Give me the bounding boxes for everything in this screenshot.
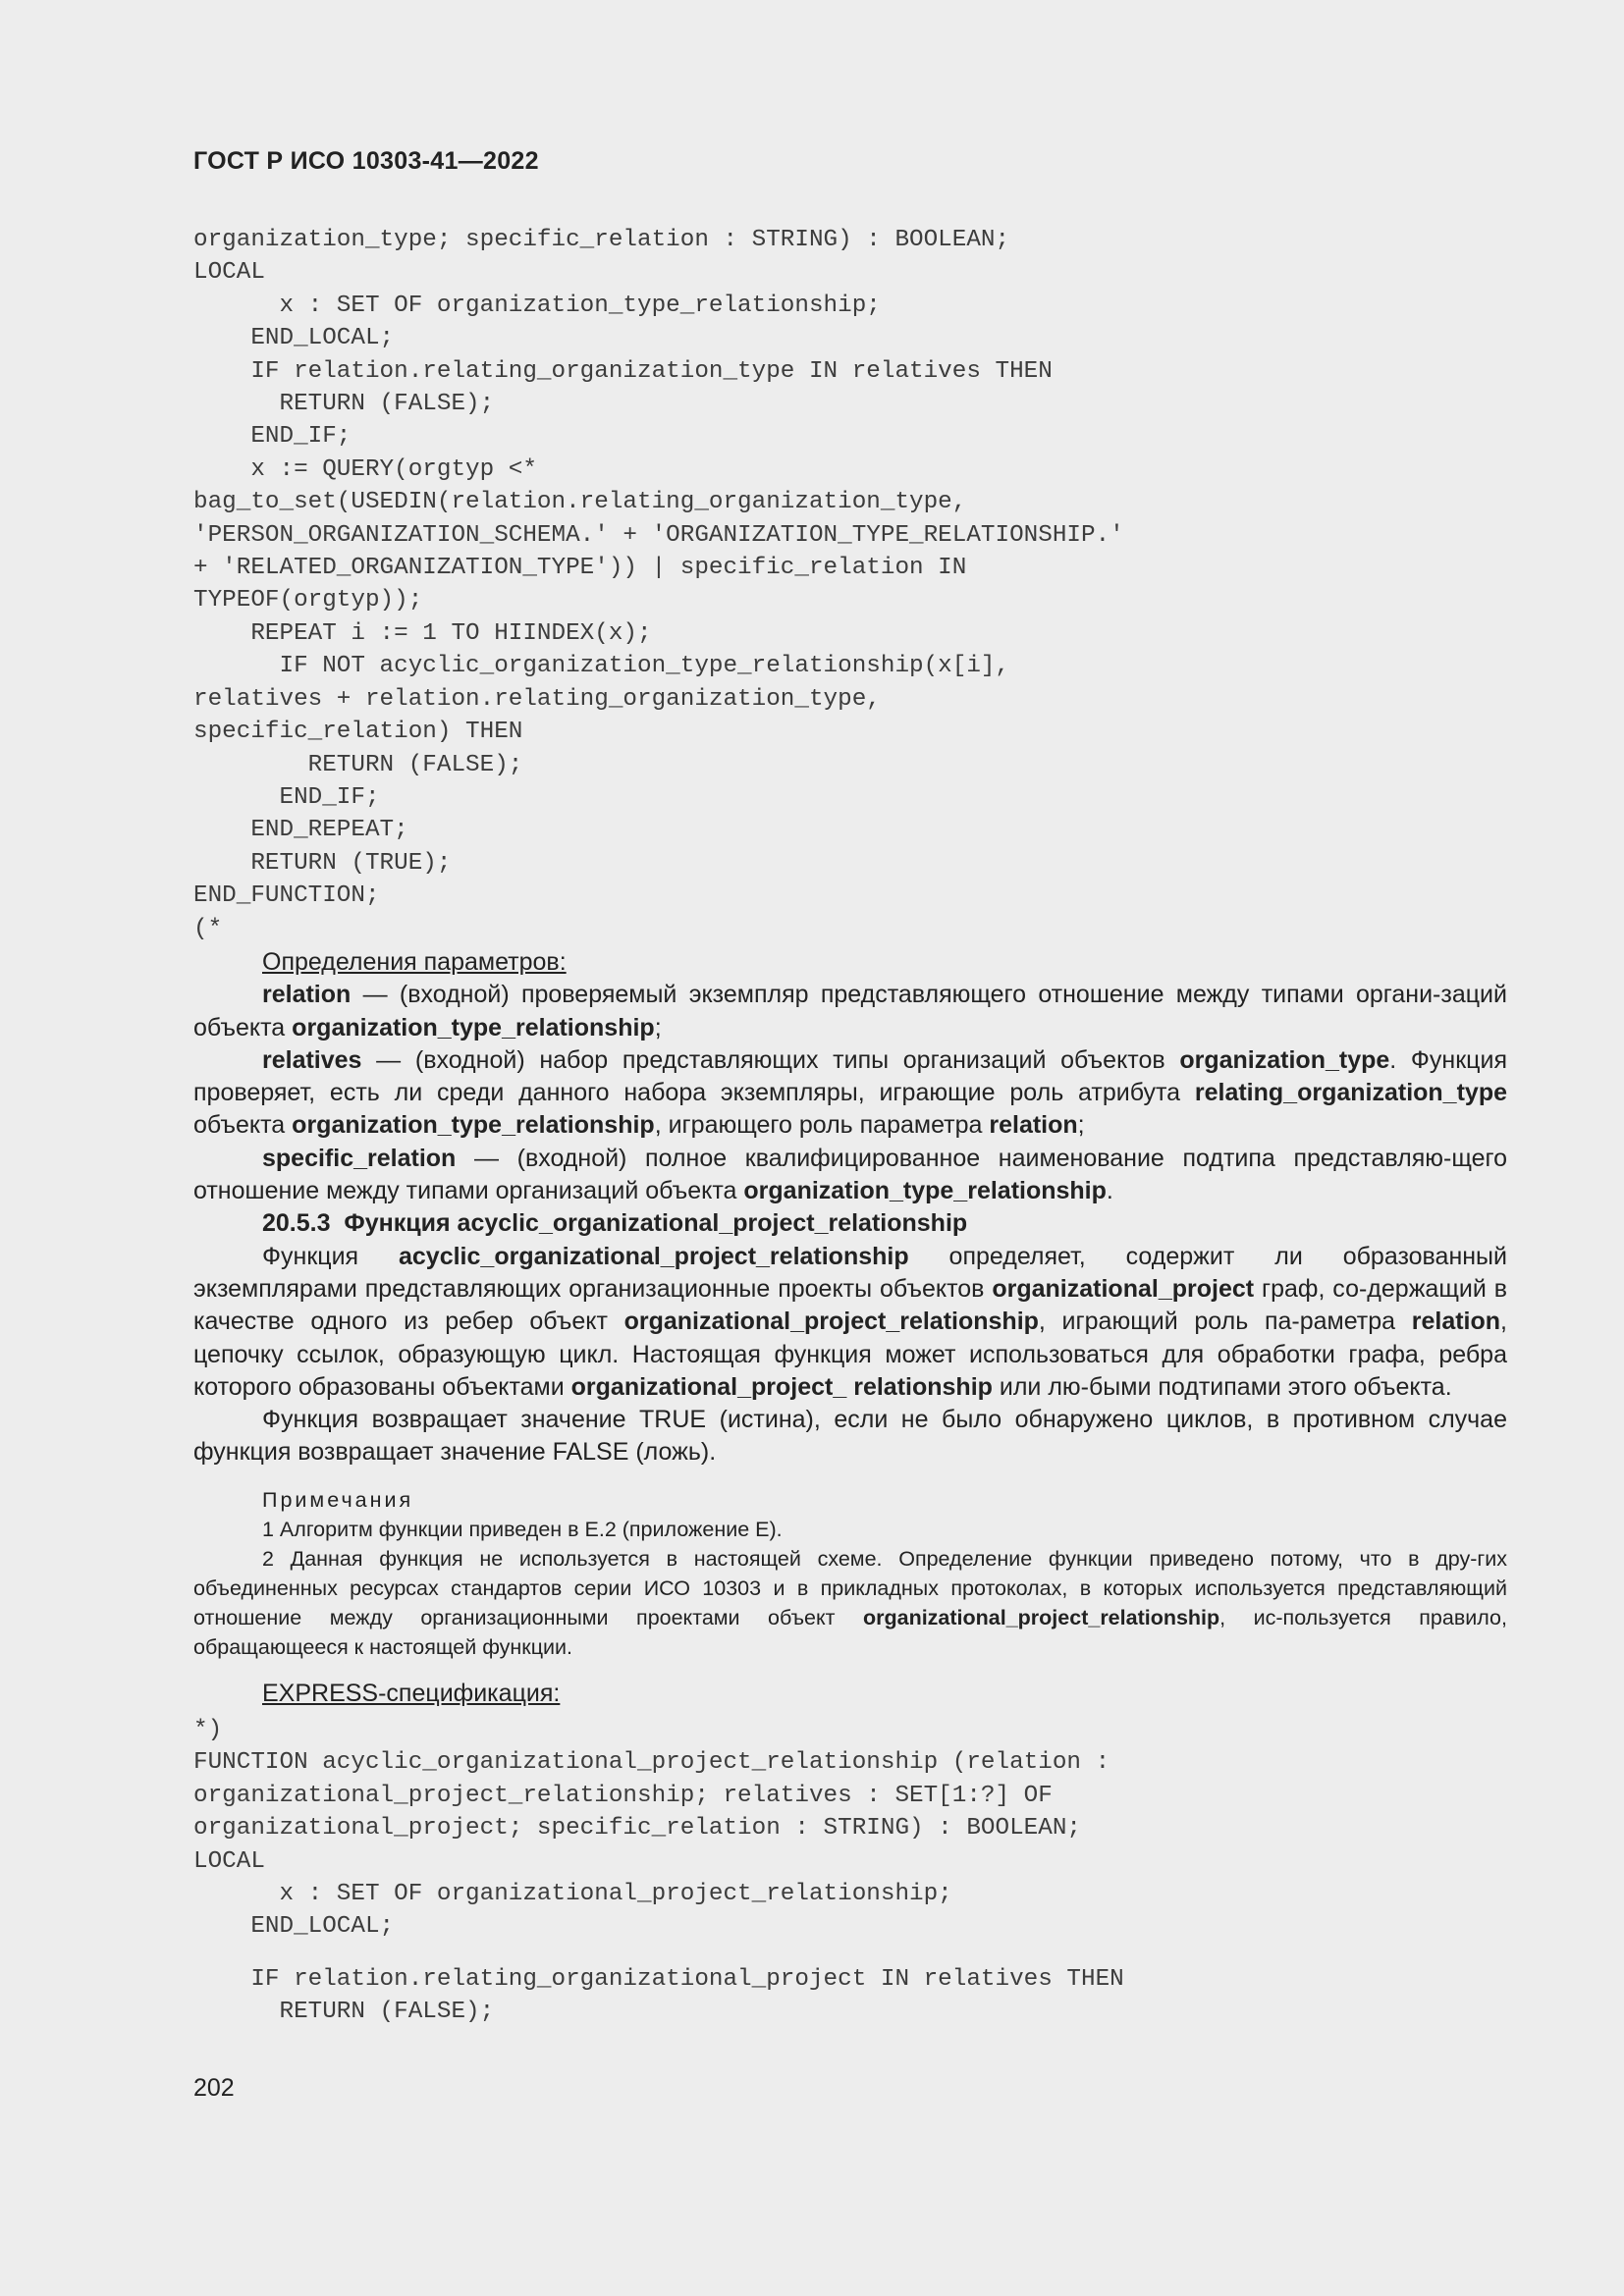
code-line: LOCAL — [193, 1847, 265, 1875]
note-2: 2 Данная функция не используется в настоящей схеме. Определение функции приведено потому, что в дру-гих объединенных ресурсах стандартов серии ИСО 10303 и в прикладных протоколах, в которых используется представляющий отношение между организационными проектами объект organizational_project_relationship, ис-пользуется правило, обращающееся к настоящей функции. — [193, 1546, 1507, 1659]
code-line: *) — [193, 1717, 223, 1744]
param-specific-relation: specific_relation — (входной) полное квалифицированное наименование подтипа представляю-щего отношение между типами организаций объекта organization_type_relationship. — [193, 1144, 1507, 1205]
code-line: x := QUERY(orgtyp <* — [250, 455, 537, 483]
params-heading: Определения параметров: — [262, 948, 567, 976]
code-line: LOCAL — [193, 259, 265, 287]
code-line: RETURN (FALSE); — [307, 751, 523, 778]
express-code-block-2b — [193, 1963, 1507, 2029]
document-body — [193, 946, 1507, 2029]
code-line: END_REPEAT; — [250, 817, 408, 844]
code-line: RETURN (FALSE); — [279, 391, 495, 418]
function-description: Функция acyclic_organizational_project_relationship определяет, содержит ли образованный экземплярами представляющих организационные проекты объектов organizational_project граф, со-держащий в качестве одного из ребер объект organizational_project_relationship, играющий роль па-раметра relation, цепочку ссылок, образующую цикл. Настоящая функция может использоваться для обработки графа, ребра которого образованы объектами organizational_project_ relationship или лю-быми подтипами этого объекта. — [193, 1242, 1507, 1401]
section-number: 20.5.3 — [262, 1209, 331, 1238]
document-header: ГОСТ Р ИСО 10303-41—2022 — [193, 147, 539, 175]
param-relatives-term: relatives — [262, 1045, 362, 1074]
page-number: 202 — [193, 2074, 235, 2102]
express-code-block-1 — [193, 224, 1124, 945]
note-1: 1 Алгоритм функции приведен в Е.2 (приложение Е). — [262, 1517, 783, 1541]
code-line: organizational_project; specific_relation : STRING) : BOOLEAN; — [193, 1815, 1081, 1842]
notes-title: Примечания — [262, 1487, 414, 1512]
section-heading — [193, 1207, 1507, 1240]
code-line: specific_relation) THEN — [193, 719, 523, 746]
code-line: RETURN (TRUE); — [250, 849, 452, 877]
return-description: Функция возвращает значение TRUE (истина), если не было обнаружено циклов, в противном случае функция возвращает значение FALSE (ложь). — [193, 1406, 1507, 1467]
param-specific-term: specific_relation — [262, 1144, 457, 1172]
param-relation: relation — (входной) проверяемый экземпляр представляющего отношение между типами органи-заций объекта organization_type_relationship; — [193, 981, 1507, 1041]
code-line: TYPEOF(orgtyp)); — [193, 587, 423, 614]
code-line: RETURN (FALSE); — [193, 1999, 495, 2026]
code-line: x : SET OF organizational_project_relationship; — [279, 1881, 952, 1908]
code-line: END_LOCAL; — [250, 325, 395, 352]
code-line: organizational_project_relationship; relatives : SET[1:?] OF — [193, 1782, 1053, 1809]
notes — [193, 1485, 1507, 1662]
params-heading-line — [193, 946, 1507, 979]
code-line: IF relation.relating_organizational_project IN relatives THEN — [250, 1965, 1124, 1993]
express-code-block-2 — [193, 1714, 1507, 2029]
code-line: relatives + relation.relating_organization_type, — [193, 685, 881, 713]
express-heading-line — [193, 1678, 1507, 1710]
express-code-block-2a — [193, 1714, 1507, 1944]
code-line: END_IF; — [250, 423, 352, 451]
express-heading: EXPRESS-спецификация: — [262, 1679, 561, 1707]
code-line: 'PERSON_ORGANIZATION_SCHEMA.' + 'ORGANIZATION_TYPE_RELATIONSHIP.' — [193, 521, 1124, 549]
param-relation-term: relation — [262, 981, 352, 1009]
code-line: IF relation.relating_organization_type IN relatives THEN — [250, 357, 1053, 385]
code-line: (* — [193, 915, 223, 942]
code-line: IF NOT acyclic_organization_type_relationship(x[i], — [279, 653, 1010, 680]
code-line: END_FUNCTION; — [193, 882, 380, 910]
section-title: Функция acyclic_organizational_project_relationship — [344, 1209, 968, 1238]
code-line: REPEAT i := 1 TO HIINDEX(x); — [250, 619, 652, 647]
param-relatives: relatives — (входной) набор представляющих типы организаций объектов organization_type. Функция проверяет, есть ли среди данного набора экземпляры, играющие роль атрибута relating_organization_type объекта organization_type_relationship, играющего роль параметра relation; — [193, 1045, 1508, 1140]
code-line: organization_type; specific_relation : STRING) : BOOLEAN; — [193, 227, 1010, 253]
code-line: END_LOCAL; — [193, 1913, 395, 1941]
code-line: x : SET OF organization_type_relationship; — [279, 292, 881, 319]
code-line: FUNCTION acyclic_organizational_project_relationship (relation : — [193, 1749, 1110, 1777]
code-line: bag_to_set(USEDIN(relation.relating_organization_type, — [193, 489, 967, 516]
code-line: + 'RELATED_ORGANIZATION_TYPE')) | specific_relation IN — [193, 555, 967, 582]
code-line: END_IF; — [279, 783, 380, 811]
